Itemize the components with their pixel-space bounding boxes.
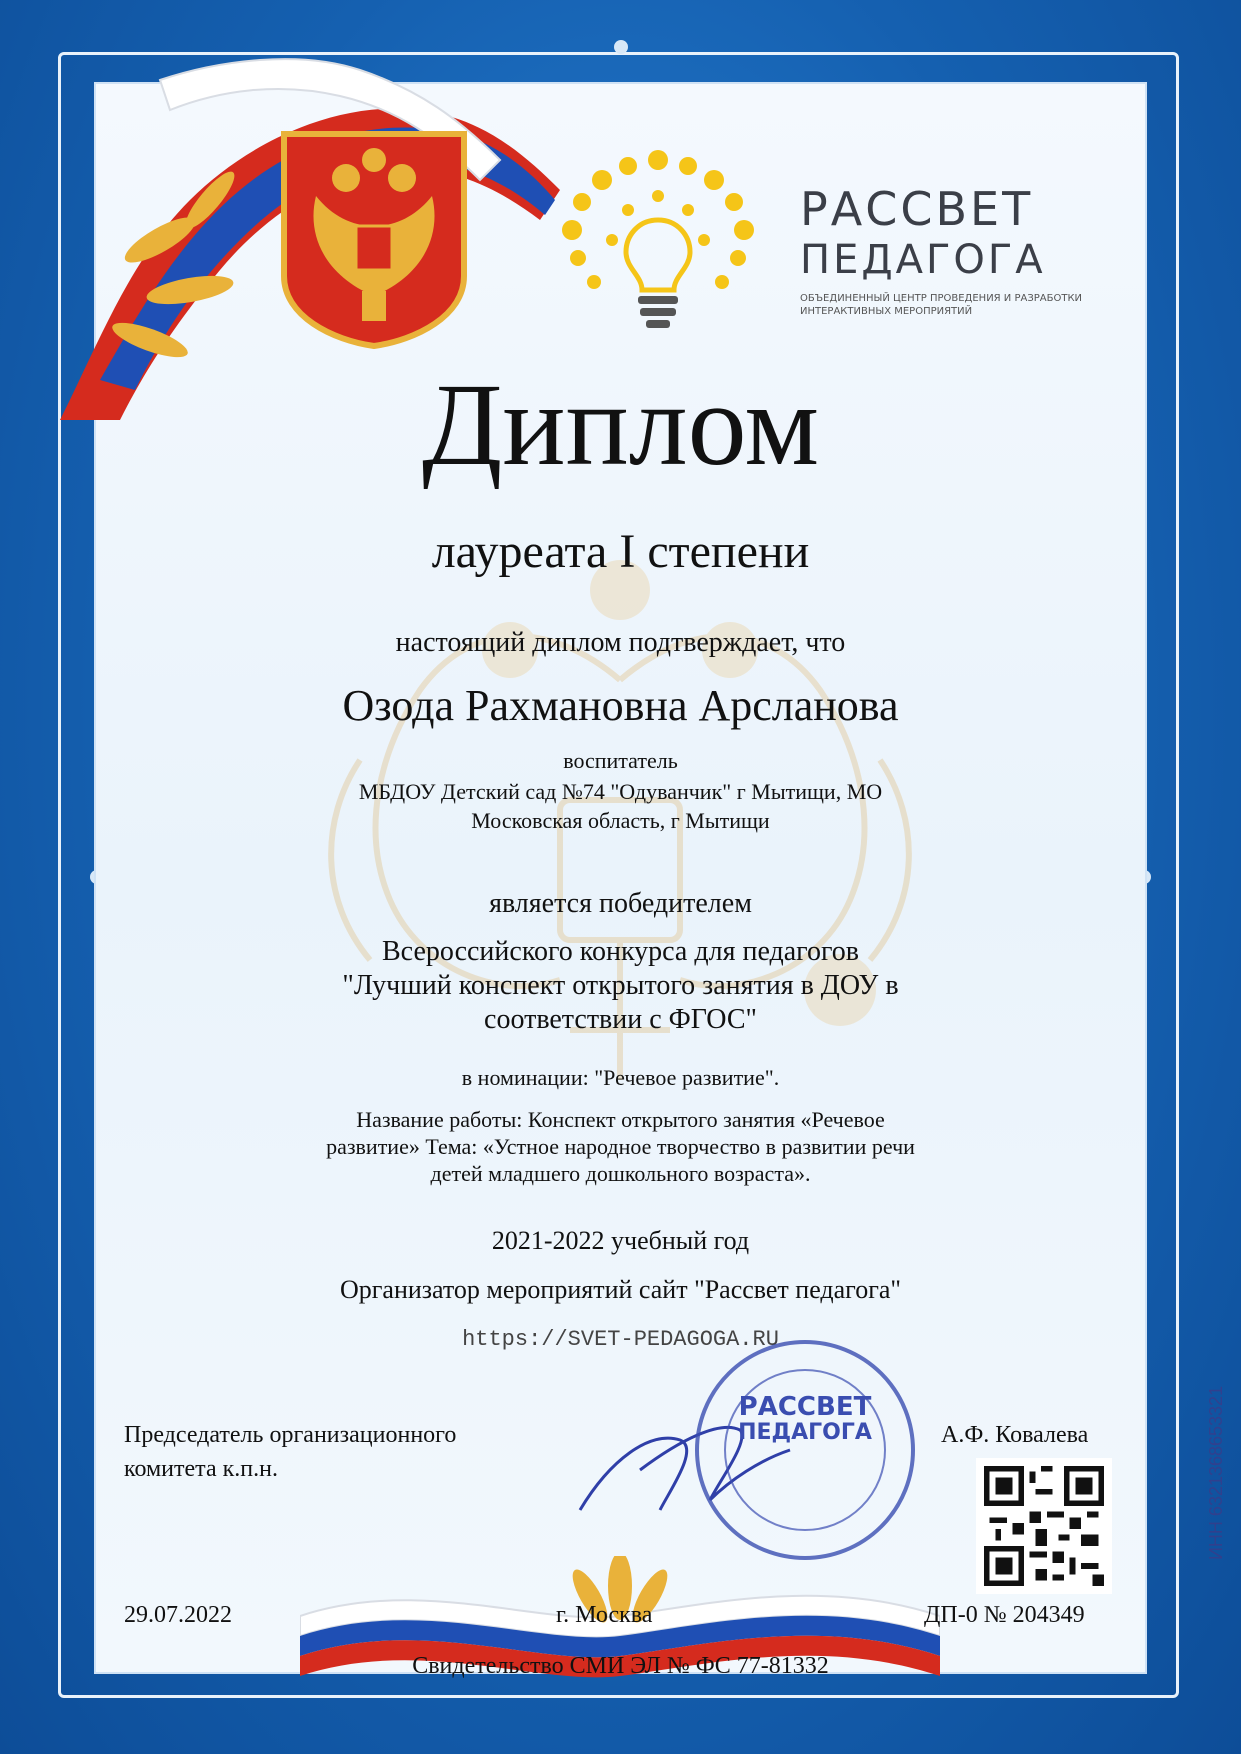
diploma-title: Диплом [421, 359, 820, 490]
recipient-organization: МБДОУ Детский сад №74 "Одуванчик" г Мытищи, МО [358, 779, 883, 804]
academic-year: 2021-2022 учебный год [491, 1226, 750, 1255]
qr-code-icon [976, 1458, 1112, 1594]
contest-line-1: Всероссийского конкурса для педагогов [382, 936, 859, 967]
website-url[interactable]: https://SVET-PEDAGOGA.RU [462, 1327, 779, 1352]
round-stamp-icon [690, 1335, 920, 1565]
work-title-line-2: развитие» Тема: «Устное народное творчество в развитии речи [326, 1134, 915, 1159]
winner-text: является победителем [489, 888, 752, 919]
logo-subtitle-line1: ОБЪЕДИНЕННЫЙ ЦЕНТР ПРОВЕДЕНИЯ И РАЗРАБОТКИ [800, 293, 1083, 304]
inn-vertical-text: ИНН 6321368653321 [1206, 1385, 1226, 1560]
recipient-region: Московская область, г Мытищи [471, 808, 770, 833]
issue-city: г. Москва [556, 1602, 653, 1628]
russian-coat-of-arms-icon [276, 126, 472, 350]
organizer-text: Организатор мероприятий сайт "Рассвет педагога" [339, 1275, 902, 1304]
contest-line-3: соответствии с ФГОС" [484, 1004, 757, 1035]
recipient-position: воспитатель [563, 748, 678, 773]
logo-subtitle-line2: ИНТЕРАКТИВНЫХ МЕРОПРИЯТИЙ [800, 306, 973, 317]
recipient-name: Озода Рахмановна Арсланова [342, 681, 899, 730]
work-title-line-1: Название работы: Конспект открытого занятия «Речевое [356, 1107, 885, 1132]
organization-logo [538, 140, 1098, 340]
signer-name: А.Ф. Ковалева [941, 1422, 1089, 1448]
frame-dot-top [614, 40, 628, 54]
nomination-text: в номинации: "Речевое развитие". [461, 1065, 780, 1090]
document-number: ДП-0 № 204349 [924, 1602, 1085, 1628]
work-title-line-3: детей младшего дошкольного возраста». [430, 1161, 811, 1186]
contest-line-2: "Лучший конспект открытого занятия в ДОУ в [342, 970, 899, 1001]
stamp-title-line2: ПЕДАГОГА [738, 1420, 872, 1445]
lightbulb-sun-logo-icon [538, 140, 778, 340]
chair-title-line-1: Председатель организационного [124, 1422, 457, 1448]
issue-date: 29.07.2022 [124, 1602, 232, 1628]
stamp-title-line1: РАССВЕТ [738, 1392, 872, 1422]
logo-title-line1: РАССВЕТ [800, 182, 1034, 236]
confirmation-text: настоящий диплом подтверждает, что [395, 627, 846, 658]
logo-title-line2: ПЕДАГОГА [800, 237, 1046, 283]
media-certificate: Свидетельство СМИ ЭЛ № ФС 77-81332 [412, 1653, 829, 1679]
chair-title-line-2: комитета к.п.н. [124, 1456, 278, 1482]
diploma-degree: лауреата I степени [431, 525, 810, 578]
